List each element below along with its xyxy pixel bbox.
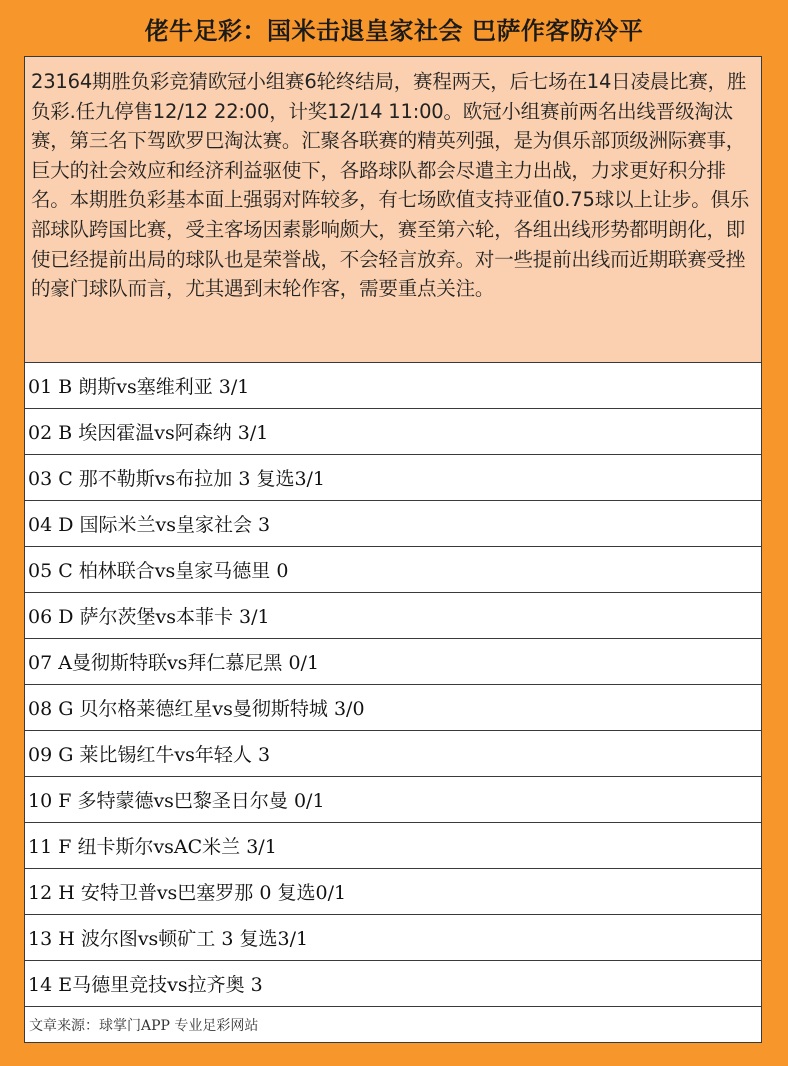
- match-row-09: 09 G 莱比锡红牛vs年轻人 3: [25, 731, 761, 777]
- article-source: 文章来源：球掌门APP 专业足彩网站: [29, 1018, 259, 1034]
- match-row-05: 05 C 柏林联合vs皇家马德里 0: [25, 547, 761, 593]
- match-row-14: 14 E马德里竞技vs拉齐奥 3: [25, 961, 761, 1007]
- match-row-02: 02 B 埃因霍温vs阿森纳 3/1: [25, 409, 761, 455]
- match-row-04: 04 D 国际米兰vs皇家社会 3: [25, 501, 761, 547]
- match-row-03: 03 C 那不勒斯vs布拉加 3 复选3/1: [25, 455, 761, 501]
- match-row-12: 12 H 安特卫普vs巴塞罗那 0 复选0/1: [25, 869, 761, 915]
- match-row-13: 13 H 波尔图vs顿矿工 3 复选3/1: [25, 915, 761, 961]
- page-title: 佬牛足彩：国米击退皇家社会 巴萨作客防冷平: [144, 16, 644, 45]
- intro-paragraph: 23164期胜负彩竞猜欧冠小组赛6轮终结局，赛程两天，后七场在14日凌晨比赛，胜负彩.任九停售12/12 22:00，计奖12/14 11:00。欧冠小组赛前两名出线晋级淘汰赛，第三名下驾欧罗巴淘汰赛。汇聚各联赛的精英列强，是为俱乐部顶级洲际赛事，巨大的社会效应和经济利益驱使下，各路球队都会尽遣主力出战，力求更好积分排名。本期胜负彩基本面上强弱对阵较多，有七场欧值支持亚值0.75球以上让步。俱乐部球队跨国比赛，受主客场因素影响颇大，赛至第六轮，各组出线形势都明朗化，即使已经提前出局的球队也是荣誉战，不会轻言放弃。对一些提前出线而近期联赛受挫的豪门球队而言，尤其遇到末轮作客，需要重点关注。: [25, 57, 761, 363]
- match-row-06: 06 D 萨尔茨堡vs本菲卡 3/1: [25, 593, 761, 639]
- match-row-07: 07 A曼彻斯特联vs拜仁慕尼黑 0/1: [25, 639, 761, 685]
- match-row-08: 08 G 贝尔格莱德红星vs曼彻斯特城 3/0: [25, 685, 761, 731]
- match-row-01: 01 B 朗斯vs塞维利亚 3/1: [25, 363, 761, 409]
- match-row-10: 10 F 多特蒙德vs巴黎圣日尔曼 0/1: [25, 777, 761, 823]
- match-row-11: 11 F 纽卡斯尔vsAC米兰 3/1: [25, 823, 761, 869]
- match-list: [25, 363, 761, 1007]
- content-card: [24, 56, 762, 1043]
